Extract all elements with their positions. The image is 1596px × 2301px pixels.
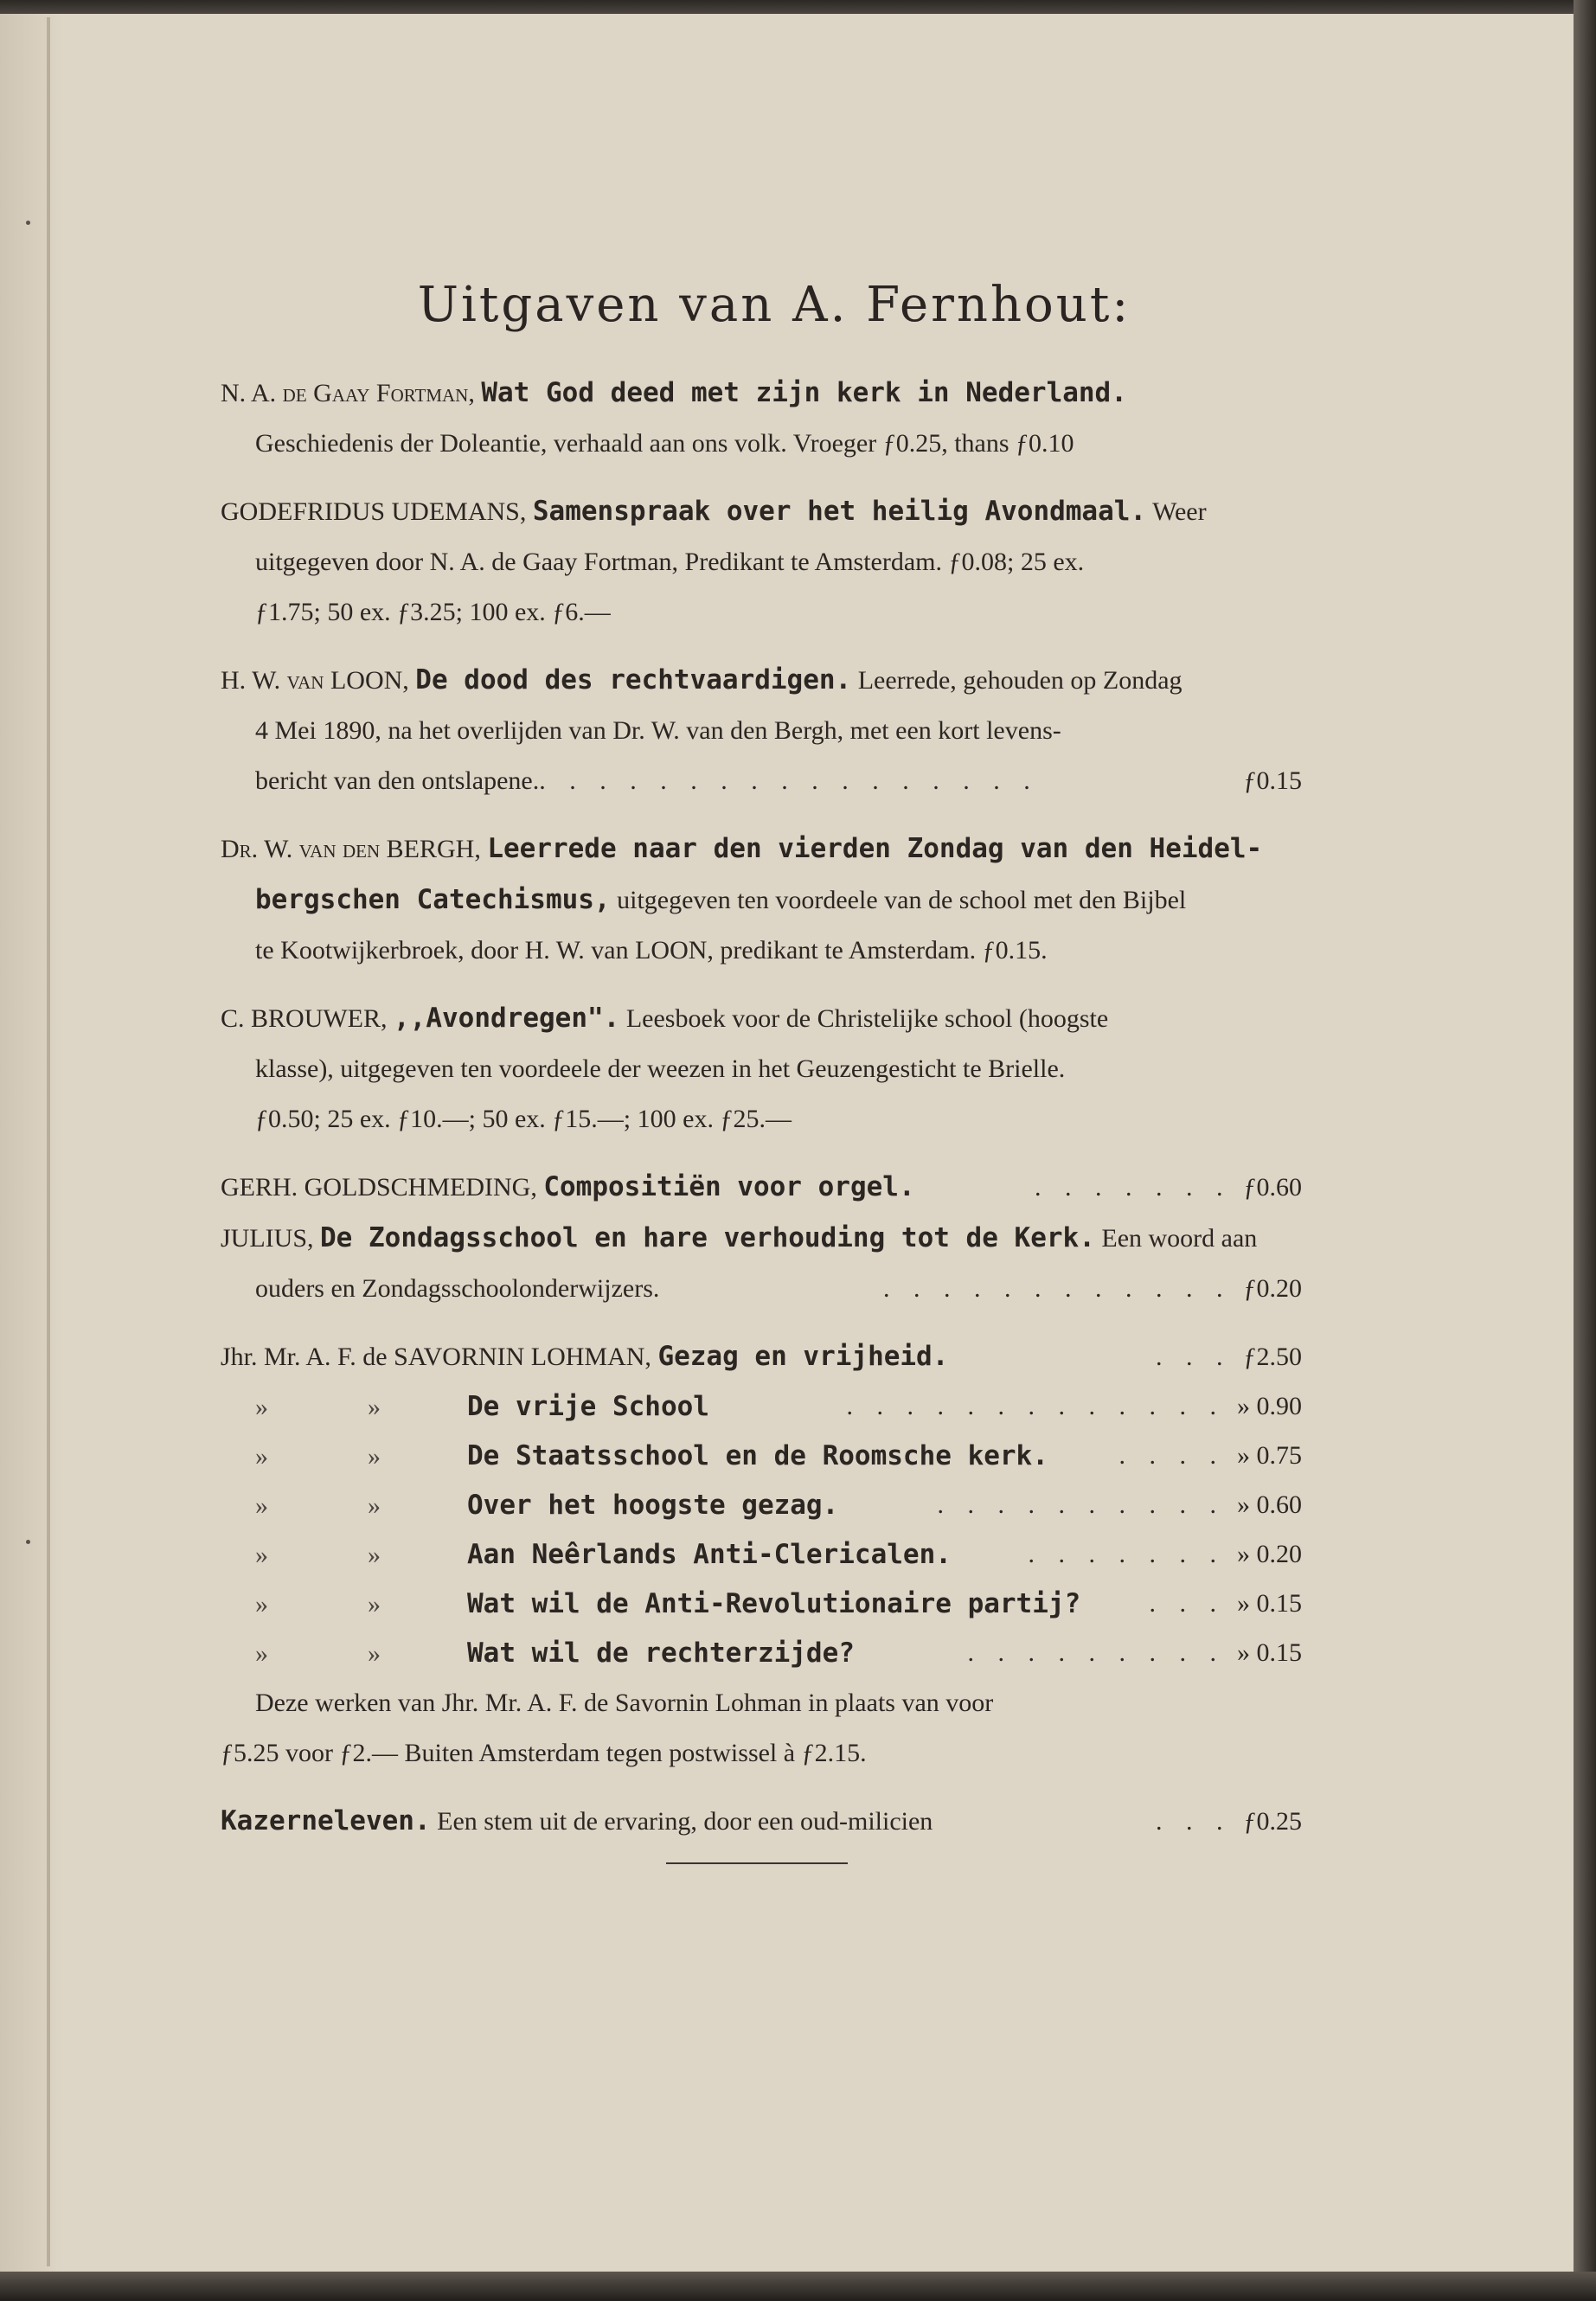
- ditto-mark: »: [255, 1541, 268, 1569]
- entry-title: De Zondagsschool en hare verhouding tot de Kerk.: [320, 1222, 1095, 1253]
- series-row: [221, 1580, 1302, 1629]
- series-price: » 0.75: [1237, 1441, 1302, 1470]
- ditto-mark: »: [255, 1442, 268, 1471]
- entry-author: Dr. W. van den BERGH,: [221, 835, 481, 863]
- ditto-mark: »: [368, 1590, 381, 1618]
- series-title: Wat wil de Anti-Revolutionaire partij?: [467, 1588, 1081, 1619]
- entry-text: Weer: [1152, 497, 1207, 526]
- entry-text: bericht van den ontslapene.: [255, 766, 540, 795]
- entry-title: Leerrede naar den vierden Zondag van den Heidel-: [487, 833, 1263, 864]
- entry-text: Een woord aan: [1101, 1224, 1258, 1253]
- catalog-entry: [221, 824, 1302, 976]
- catalog-entry: [221, 1331, 1302, 1779]
- lohman-series: [221, 1382, 1302, 1678]
- ditto-mark: »: [255, 1393, 268, 1421]
- entry-line: ƒ5.25 voor ƒ2.— Buiten Amsterdam tegen postwissel à ƒ2.15.: [221, 1739, 867, 1767]
- series-price: » 0.90: [1237, 1392, 1302, 1420]
- entry-line: [221, 1213, 1302, 1264]
- leader-dots: . . . . . . . . . . . . . . . . .: [539, 766, 1039, 795]
- entry-line: Geschiedenis der Doleantie, verhaald aan ons volk. Vroeger ƒ0.25, thans ƒ0.10: [255, 429, 1074, 458]
- catalog-content: [221, 277, 1302, 1847]
- entry-author: H. W. van LOON,: [221, 666, 409, 695]
- ditto-mark: »: [368, 1639, 381, 1668]
- entry-text: Een stem uit de ervaring, door een oud-milicien: [437, 1807, 933, 1836]
- entry-price: ƒ0.20: [1243, 1274, 1302, 1303]
- scan-edge-bottom: [0, 2272, 1596, 2301]
- series-title: Wat wil de rechterzijde?: [467, 1638, 855, 1669]
- entry-title: Kazerneleven.: [221, 1805, 431, 1836]
- scan-edge-top: [0, 0, 1596, 14]
- catalog-entry: [221, 655, 1302, 806]
- entry-line: ƒ1.75; 50 ex. ƒ3.25; 100 ex. ƒ6.—: [255, 598, 611, 626]
- entry-line: [221, 756, 1302, 806]
- entry-line: [221, 1162, 1302, 1213]
- entry-text: Leerrede, gehouden op Zondag: [857, 666, 1183, 695]
- series-row: [221, 1530, 1302, 1580]
- leader-dots: . . .: [1149, 1589, 1225, 1618]
- entry-author: JULIUS,: [221, 1224, 314, 1253]
- margin-spot: [26, 1540, 30, 1544]
- entry-line: ƒ0.50; 25 ex. ƒ10.—; 50 ex. ƒ15.—; 100 ex. ƒ25.—: [255, 1105, 792, 1133]
- entry-price: ƒ2.50: [1243, 1343, 1302, 1371]
- entry-title: Samenspraak over het heilig Avondmaal.: [532, 496, 1147, 527]
- entry-line: [221, 655, 1302, 706]
- entry-title: Compositiën voor orgel.: [543, 1171, 915, 1202]
- ditto-mark: »: [368, 1393, 381, 1421]
- leader-dots: . . . . . . . . .: [967, 1638, 1225, 1667]
- margin-spot: [26, 221, 30, 225]
- series-price: » 0.15: [1237, 1589, 1302, 1618]
- entry-line: [221, 824, 1302, 875]
- entry-title: ,,Avondregen".: [394, 1003, 620, 1034]
- entry-title: Wat God deed met zijn kerk in Nederland.: [481, 377, 1127, 408]
- leader-dots: . . . . . . . . . . . . .: [846, 1392, 1225, 1420]
- series-title: Over het hoogste gezag.: [467, 1490, 839, 1521]
- entry-line: te Kootwijkerbroek, door H. W. van LOON, predikant te Amsterdam. ƒ0.15.: [255, 936, 1048, 965]
- series-title: Aan Neêrlands Anti-Clericalen.: [467, 1539, 952, 1570]
- ditto-mark: »: [368, 1541, 381, 1569]
- catalog-entry: [221, 1213, 1302, 1314]
- catalog-entry: [221, 1162, 1302, 1213]
- leader-dots: . . .: [1156, 1807, 1232, 1836]
- leader-dots: . . . .: [1118, 1441, 1225, 1470]
- leader-dots: . . . . . . . . . .: [937, 1490, 1225, 1519]
- entry-title: bergschen Catechismus,: [255, 884, 611, 915]
- entry-line: uitgegeven door N. A. de Gaay Fortman, Predikant te Amsterdam. ƒ0.08; 25 ex.: [255, 548, 1085, 576]
- catalog-entry: [221, 368, 1302, 469]
- entry-text: Leesboek voor de Christelijke school (hoogste: [625, 1004, 1109, 1033]
- ditto-mark: »: [255, 1590, 268, 1618]
- leader-dots: . . . . . . .: [1028, 1540, 1225, 1568]
- catalog-entry: [221, 993, 1302, 1144]
- closing-rule: [666, 1862, 848, 1864]
- series-row: [221, 1432, 1302, 1481]
- entry-author: C. BROUWER,: [221, 1004, 388, 1033]
- page-title: Uitgaven van A. Fernhout:: [417, 277, 1131, 333]
- entry-text: uitgegeven ten voordeele van de school met den Bijbel: [617, 886, 1187, 914]
- series-price: » 0.15: [1237, 1638, 1302, 1667]
- series-price: » 0.60: [1237, 1490, 1302, 1519]
- entry-author: GERH. GOLDSCHMEDING,: [221, 1173, 537, 1202]
- leader-dots: . . .: [1156, 1343, 1232, 1371]
- series-price: » 0.20: [1237, 1540, 1302, 1568]
- entry-line: [221, 993, 1302, 1044]
- entry-line: [221, 1796, 1302, 1847]
- entry-line: [221, 368, 1302, 419]
- catalog-entry: [221, 486, 1302, 638]
- entry-line: 4 Mei 1890, na het overlijden van Dr. W. van den Bergh, met een kort levens-: [255, 716, 1061, 745]
- scan-edge-right: [1574, 0, 1596, 2301]
- entry-author: Jhr. Mr. A. F. de SAVORNIN LOHMAN,: [221, 1343, 651, 1371]
- entry-price: ƒ0.15: [1243, 766, 1302, 795]
- series-row: [221, 1481, 1302, 1530]
- series-row: [221, 1629, 1302, 1678]
- entry-line: [221, 875, 1302, 926]
- entry-author: GODEFRIDUS UDEMANS,: [221, 497, 527, 526]
- leader-dots: . . . . . . .: [1035, 1173, 1232, 1202]
- ditto-mark: »: [255, 1491, 268, 1520]
- entry-line: klasse), uitgegeven ten voordeele der weezen in het Geuzengesticht te Brielle.: [255, 1054, 1066, 1083]
- series-row: [221, 1382, 1302, 1432]
- leader-dots: . . . . . . . . . . . .: [883, 1274, 1232, 1303]
- series-title: De vrije School: [467, 1391, 709, 1422]
- entry-text: ouders en Zondagsschoolonderwijzers.: [255, 1274, 660, 1303]
- entry-line: [221, 1331, 1302, 1382]
- ditto-mark: »: [255, 1639, 268, 1668]
- entry-price: ƒ0.25: [1243, 1807, 1302, 1836]
- ditto-mark: »: [368, 1491, 381, 1520]
- ditto-mark: »: [368, 1442, 381, 1471]
- entry-line: Deze werken van Jhr. Mr. A. F. de Savornin Lohman in plaats van voor: [255, 1689, 994, 1717]
- entry-price: ƒ0.60: [1243, 1173, 1302, 1202]
- entry-line: [221, 486, 1302, 537]
- entry-title: Gezag en vrijheid.: [657, 1341, 949, 1372]
- entry-line: [221, 1264, 1302, 1314]
- catalog-entry: [221, 1796, 1302, 1847]
- series-title: De Staatsschool en de Roomsche kerk.: [467, 1440, 1048, 1471]
- entry-title: De dood des rechtvaardigen.: [415, 664, 852, 695]
- scan-edge-left: [0, 0, 62, 2301]
- entry-author: N. A. de Gaay Fortman,: [221, 379, 475, 407]
